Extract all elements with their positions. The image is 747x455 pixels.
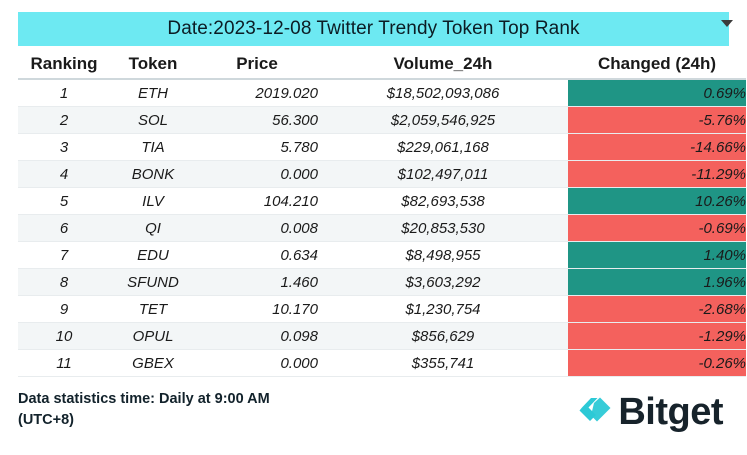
cell-price: 0.098 [196, 323, 318, 350]
cell-volume: $102,497,011 [318, 161, 568, 188]
cell-volume: $856,629 [318, 323, 568, 350]
cell-token: TIA [110, 134, 196, 161]
brand-logo [578, 393, 729, 431]
cell-changed: -11.29% [568, 161, 746, 188]
cell-token: GBEX [110, 350, 196, 377]
table-row [18, 350, 746, 377]
table-row [18, 296, 746, 323]
cell-token: ILV [110, 188, 196, 215]
cell-ranking: 6 [18, 215, 110, 242]
footer [18, 389, 729, 431]
data-statistics-note-line1: Data statistics time: Daily at 9:00 AM [18, 390, 270, 407]
column-header-token[interactable]: Token [110, 48, 196, 79]
table-row [18, 269, 746, 296]
cell-changed: 0.69% [568, 79, 746, 107]
cell-changed: -0.69% [568, 215, 746, 242]
cell-price: 0.000 [196, 161, 318, 188]
cell-volume: $82,693,538 [318, 188, 568, 215]
cell-price: 0.000 [196, 350, 318, 377]
cell-volume: $229,061,168 [318, 134, 568, 161]
brand-name: Bitget [618, 391, 723, 433]
cell-volume: $20,853,530 [318, 215, 568, 242]
sort-descending-caret-icon [721, 20, 733, 27]
cell-changed: -2.68% [568, 296, 746, 323]
table-row [18, 188, 746, 215]
cell-ranking: 10 [18, 323, 110, 350]
cell-price: 1.460 [196, 269, 318, 296]
cell-changed: -5.76% [568, 107, 746, 134]
cell-ranking: 7 [18, 242, 110, 269]
cell-changed: 1.96% [568, 269, 746, 296]
cell-volume: $1,230,754 [318, 296, 568, 323]
cell-ranking: 9 [18, 296, 110, 323]
token-rank-table [18, 48, 746, 377]
column-header-price-label: Price [236, 54, 278, 73]
table-header-row [18, 48, 746, 79]
cell-volume: $8,498,955 [318, 242, 568, 269]
cell-token: EDU [110, 242, 196, 269]
cell-volume: $355,741 [318, 350, 568, 377]
cell-price: 0.008 [196, 215, 318, 242]
cell-ranking: 8 [18, 269, 110, 296]
table-row [18, 161, 746, 188]
cell-volume: $3,603,292 [318, 269, 568, 296]
cell-price: 0.634 [196, 242, 318, 269]
table-row [18, 215, 746, 242]
bitget-logo-icon [578, 395, 612, 429]
table-row [18, 107, 746, 134]
column-header-volume[interactable]: Volume_24h [318, 48, 568, 79]
cell-ranking: 11 [18, 350, 110, 377]
cell-token: TET [110, 296, 196, 323]
cell-token: SOL [110, 107, 196, 134]
column-header-price[interactable] [196, 48, 318, 79]
column-header-ranking[interactable]: Ranking [18, 48, 110, 79]
table-row [18, 323, 746, 350]
cell-token: OPUL [110, 323, 196, 350]
cell-changed: -1.29% [568, 323, 746, 350]
cell-changed: -0.26% [568, 350, 746, 377]
data-statistics-note [18, 389, 270, 431]
cell-token: QI [110, 215, 196, 242]
table-row [18, 134, 746, 161]
cell-changed: 1.40% [568, 242, 746, 269]
cell-ranking: 4 [18, 161, 110, 188]
cell-token: ETH [110, 79, 196, 107]
cell-price: 104.210 [196, 188, 318, 215]
cell-changed: 10.26% [568, 188, 746, 215]
page-title: Date:2023-12-08 Twitter Trendy Token Top Rank [167, 18, 580, 39]
data-statistics-note-line2: (UTC+8) [18, 411, 74, 428]
cell-ranking: 5 [18, 188, 110, 215]
cell-ranking: 3 [18, 134, 110, 161]
cell-token: BONK [110, 161, 196, 188]
cell-ranking: 1 [18, 79, 110, 107]
table-row [18, 79, 746, 107]
cell-token: SFUND [110, 269, 196, 296]
cell-price: 2019.020 [196, 79, 318, 107]
cell-ranking: 2 [18, 107, 110, 134]
table-body [18, 79, 746, 377]
cell-volume: $2,059,546,925 [318, 107, 568, 134]
cell-price: 56.300 [196, 107, 318, 134]
cell-volume: $18,502,093,086 [318, 79, 568, 107]
cell-price: 5.780 [196, 134, 318, 161]
title-banner [18, 12, 729, 46]
table-row [18, 242, 746, 269]
column-header-changed[interactable]: Changed (24h) [568, 48, 746, 79]
cell-price: 10.170 [196, 296, 318, 323]
cell-changed: -14.66% [568, 134, 746, 161]
table-header [18, 48, 746, 79]
